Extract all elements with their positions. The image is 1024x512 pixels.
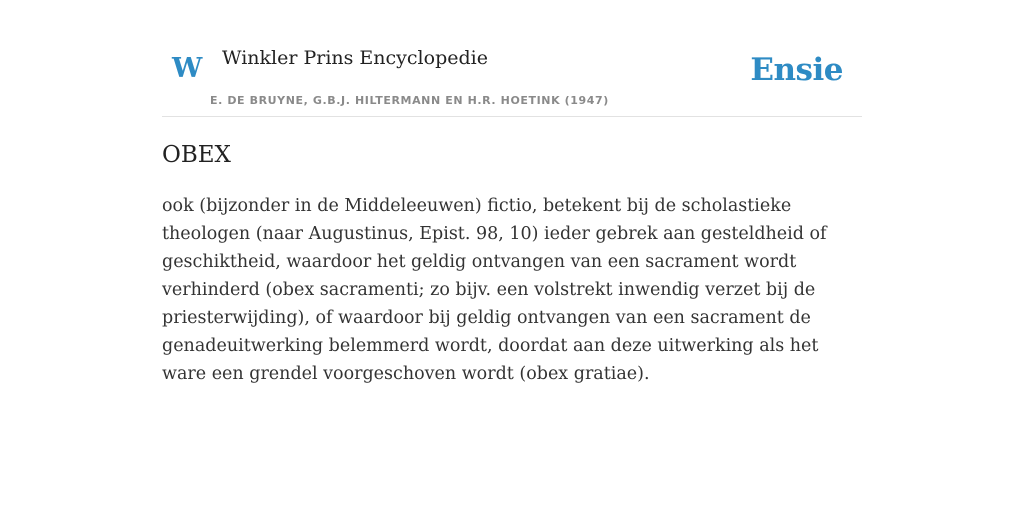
source-title-link[interactable]: Winkler Prins Encyclopedie [222,47,488,69]
ensie-logo-link[interactable]: Ensie [750,52,843,88]
source-authors: E. DE BRUYNE, G.B.J. HILTERMANN EN H.R. HOETINK (1947) [210,94,609,107]
source-header [162,0,862,117]
winkler-prins-logo[interactable]: W [172,53,203,84]
entry-title: OBEX [162,142,231,168]
entry-body: ook (bijzonder in de Middeleeuwen) fictio, betekent bij de scholastieke theologen (naar Augustinus, Epist. 98, 10) ieder gebrek aan gesteldheid of geschiktheid, waardoor het geldig ontvangen van een sacrament wordt verhinderd (obex sacramenti; zo bijv. een volstrekt inwendig verzet bij de priesterwijding), of waardoor bij geldig ontvangen van een sacrament de genadeuitwerking belemmerd wordt, doordat aan deze uitwerking als het ware een grendel voorgeschoven wordt (obex gratiae). [162,196,827,384]
